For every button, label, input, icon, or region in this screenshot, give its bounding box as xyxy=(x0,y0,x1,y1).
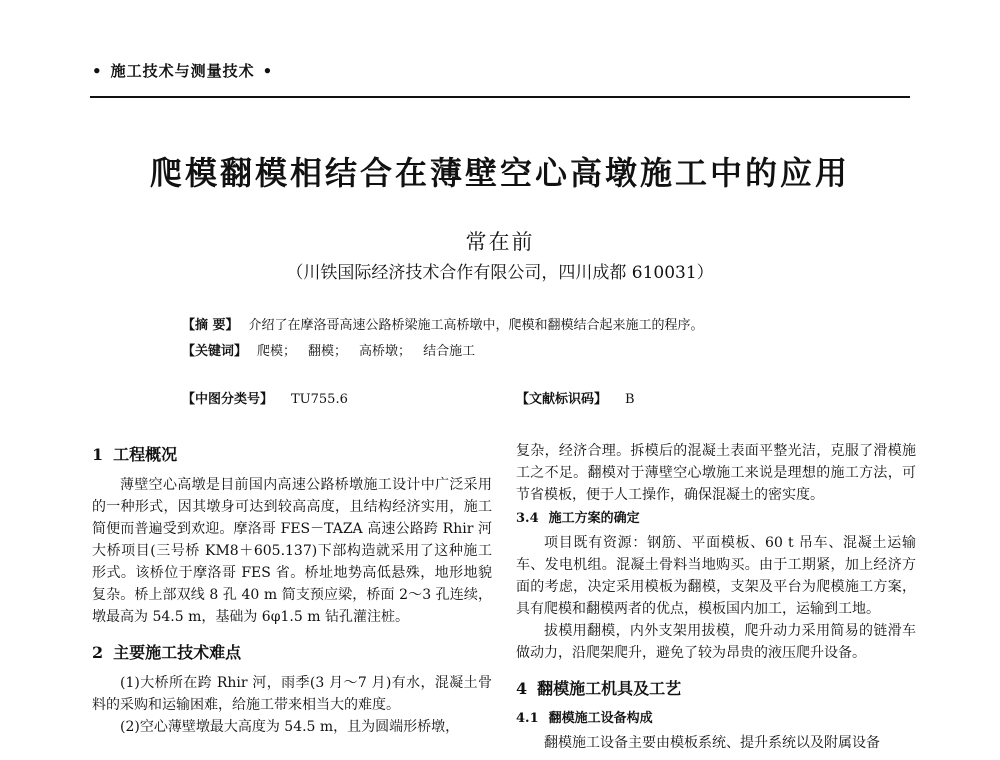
document-code-label: 【文献标识码】 xyxy=(516,392,608,407)
subsection-heading xyxy=(516,508,916,530)
classification-label: 【中图分类号】 xyxy=(182,392,274,407)
keyword: 高桥墩； xyxy=(359,344,412,359)
paragraph: 拔模用翻模，内外支架用拔模，爬升动力采用简易的链滑车做动力，沿爬架爬升，避免了较为昂贵的液压爬升设备。 xyxy=(516,623,916,661)
subsection-number: 3.4 xyxy=(516,511,539,526)
section-number: 2 xyxy=(92,643,104,662)
right-column xyxy=(516,440,916,754)
subsection-title: 翻模施工设备构成 xyxy=(548,711,653,726)
running-header xyxy=(84,60,281,81)
section-number: 4 xyxy=(516,679,528,698)
section-heading xyxy=(92,444,492,466)
abstract-label: 【摘 要】 xyxy=(182,318,239,333)
paragraph: 复杂，经济合理。拆模后的混凝土表面平整光洁，克服了滑模施工之不足。翻模对于薄壁空心墩施工来说是理想的施工方法，可节省模板，便于人工操作，确保混凝土的密实度。 xyxy=(516,443,916,503)
abstract xyxy=(182,314,704,333)
paragraph: (2)空心薄壁墩最大高度为 54.5 m，且为圆端形桥墩， xyxy=(120,719,460,735)
keyword: 翻模； xyxy=(308,344,348,359)
classification-number xyxy=(182,388,348,407)
section-heading xyxy=(516,678,916,700)
paragraph: 项目既有资源：钢筋、平面模板、60 t 吊车、混凝土运输车、发电机组。混凝土骨料当地购买。由于工期紧，加上经济方面的考虑，决定采用模板为翻模，支架及平台为爬模施工方案，具有爬模和翻模两者的优点，模板国内加工，运输到工地。 xyxy=(516,535,916,617)
section-title: 主要施工技术难点 xyxy=(113,643,242,662)
section-title: 工程概况 xyxy=(113,445,178,464)
document-code-value: B xyxy=(625,392,635,407)
section-title: 翻模施工机具及工艺 xyxy=(537,679,682,698)
paragraph: (1)大桥所在跨 Rhir 河，雨季(3 月～7 月)有水，混凝土骨料的采购和运输困难，给施工带来相当大的难度。 xyxy=(92,675,492,713)
header-section: 施工技术与测量技术 xyxy=(110,62,255,80)
left-column xyxy=(92,440,492,738)
subsection-number: 4.1 xyxy=(516,711,539,726)
article-title: 爬模翻模相结合在薄壁空心高墩施工中的应用 xyxy=(149,154,850,192)
header-rule xyxy=(90,96,910,98)
keyword: 结合施工 xyxy=(423,344,476,359)
section-number: 1 xyxy=(92,445,104,464)
bullet-icon: • xyxy=(262,62,274,80)
author-affiliation: （川铁国际经济技术合作有限公司，四川成都 610031） xyxy=(286,263,714,283)
keywords-label: 【关键词】 xyxy=(182,344,248,359)
keyword: 爬模； xyxy=(257,344,297,359)
subsection-title: 施工方案的确定 xyxy=(548,511,640,526)
subsection-heading xyxy=(516,708,916,730)
paragraph: 翻模施工设备主要由模板系统、提升系统以及附属设备 xyxy=(544,735,880,751)
bullet-icon: • xyxy=(92,62,103,80)
keywords xyxy=(182,340,487,359)
document-code xyxy=(516,388,635,407)
abstract-text: 介绍了在摩洛哥高速公路桥梁施工高桥墩中，爬模和翻模结合起来施工的程序。 xyxy=(248,318,704,333)
classification-value: TU755.6 xyxy=(291,392,348,407)
author-name: 常在前 xyxy=(465,230,535,254)
paragraph: 薄壁空心高墩是目前国内高速公路桥墩施工设计中广泛采用的一种形式，因其墩身可达到较高高度，且结构经济实用，施工简便而普遍受到欢迎。摩洛哥 FES－TAZA 高速公路跨 Rhir 河大桥项目(三号桥 KM8＋605.137)下部构造就采用了这种施工形式。该桥位于摩洛哥 FES 省。桥址地势高低悬殊，地形地貌复杂。桥上部双线 8 孔 40 m 简支预应梁，桥面 2～3 孔连续，墩最高为 54.5 m，基础为 6φ1.5 m 钻孔灌注桩。 xyxy=(92,477,492,625)
section-heading xyxy=(92,642,492,664)
